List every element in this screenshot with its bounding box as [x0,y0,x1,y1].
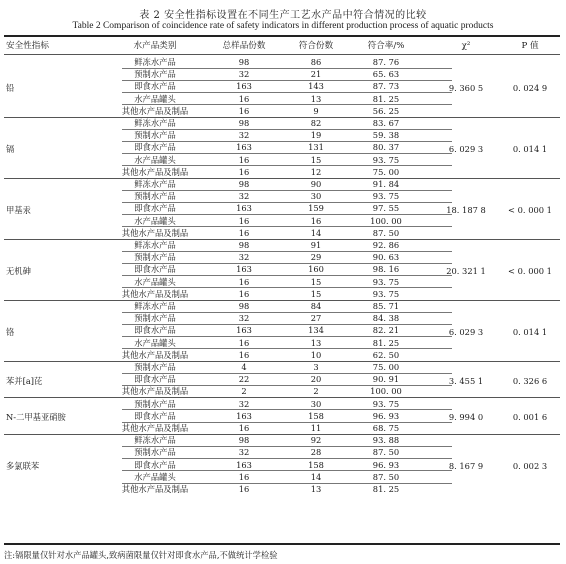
match-cell: 131 [308,142,324,153]
rate-cell: 75. 00 [372,362,400,372]
group-separator [4,300,560,301]
total-cell: 98 [238,240,250,250]
p-value: 0. 002 3 [512,461,548,472]
total-cell: 16 [238,276,250,287]
match-cell: 143 [308,81,324,92]
total-cell: 98 [238,301,250,311]
total-cell: 163 [236,325,252,336]
match-cell: 14 [310,227,322,238]
category-cell: 即食水产品 [134,459,176,470]
rate-cell: 87. 50 [372,227,400,238]
rate-cell: 92. 86 [372,240,400,250]
match-cell: 15 [310,154,322,165]
category-cell: 水产品罐头 [134,276,176,287]
indicator-label: N-二甲基亚硝胺 [6,412,66,423]
rate-cell: 83. 67 [372,118,400,128]
match-cell: 30 [310,398,322,409]
total-cell: 16 [238,154,250,165]
total-cell: 16 [238,93,250,104]
group-separator [4,239,560,240]
match-cell: 91 [310,240,322,250]
match-cell: 10 [310,349,322,360]
p-value: 0. 024 9 [512,83,548,93]
match-cell: 21 [310,69,322,80]
indicator-label: 甲基汞 [6,205,31,215]
group-separator [4,434,560,435]
match-cell: 30 [310,191,322,202]
total-cell: 16 [238,215,250,226]
total-cell: 16 [238,349,250,360]
rate-cell: 96. 93 [372,410,400,421]
rate-cell: 93. 75 [372,288,400,299]
total-cell: 163 [236,459,252,470]
category-cell: 水产品罐头 [134,215,176,226]
total-cell: 16 [238,471,250,482]
match-cell: 27 [310,313,322,324]
table-title-cn: 表 2 安全性指标设置在不同生产工艺水产品中符合情况的比较 [139,10,427,21]
group-separator [4,178,560,179]
category-cell: 即食水产品 [134,374,176,385]
total-cell: 16 [238,337,250,348]
rate-cell: 90. 63 [372,252,400,263]
category-cell: 预制水产品 [134,398,176,409]
header-p: P 值 [521,41,539,51]
indicator-label: 无机砷 [6,266,31,276]
p-value: 0. 001 6 [512,412,548,423]
top-rule [4,35,560,37]
total-cell: 32 [238,252,250,263]
total-cell: 163 [236,142,252,153]
rate-cell: 100. 00 [370,215,402,226]
match-cell: 15 [310,288,322,299]
match-cell: 28 [310,447,322,458]
match-cell: 2 [313,386,319,397]
total-cell: 16 [238,227,250,238]
chi2-value: 8. 167 9 [448,461,484,472]
category-cell: 水产品罐头 [134,471,176,482]
category-cell: 预制水产品 [134,191,176,202]
category-cell: 预制水产品 [134,313,176,324]
total-cell: 16 [238,423,250,433]
indicator-label: 苯并[a]芘 [6,375,43,386]
category-cell: 水产品罐头 [134,154,176,165]
table-title-en: Table 2 Comparison of coincidence rate of safety indicators in different production process of aquatic products [72,21,494,31]
category-cell: 其他水产品及制品 [121,166,189,177]
chi2-value: 9. 360 5 [448,83,484,93]
category-cell: 其他水产品及制品 [121,227,189,238]
match-cell: 158 [308,410,324,421]
rate-cell: 93. 88 [372,435,400,446]
header-indicator: 安全性指标 [6,41,49,51]
category-cell: 鲜冻水产品 [134,179,176,189]
chi2-value: 6. 029 3 [448,144,484,154]
total-cell: 163 [236,410,252,421]
match-cell: 15 [310,276,322,287]
total-cell: 163 [236,203,252,214]
rate-cell: 81. 25 [372,337,400,348]
indicator-label: 铅 [6,83,15,93]
rate-cell: 97. 55 [372,203,400,214]
p-value: < 0. 000 1 [508,205,552,215]
indicator-label: 镉 [6,144,15,154]
match-cell: 82 [310,118,322,128]
match-cell: 13 [310,484,322,494]
category-cell: 鲜冻水产品 [134,301,176,311]
category-cell: 鲜冻水产品 [134,240,176,250]
match-cell: 13 [310,337,322,348]
category-cell: 其他水产品及制品 [121,105,189,116]
total-cell: 163 [236,264,252,275]
rate-cell: 87. 76 [372,57,400,67]
group-separator [4,117,560,118]
category-cell: 预制水产品 [134,362,176,372]
total-cell: 32 [238,398,250,409]
bottom-rule [4,543,560,545]
chi2-value: 6. 029 3 [448,327,484,337]
chi2-value: 3. 455 1 [448,375,484,386]
match-cell: 159 [308,203,324,214]
total-cell: 4 [241,362,247,372]
match-cell: 13 [310,93,322,104]
chi2-value: 9. 994 0 [448,412,484,423]
rate-cell: 68. 75 [372,423,400,433]
rate-cell: 82. 21 [372,325,400,336]
category-cell: 水产品罐头 [134,93,176,104]
rate-cell: 81. 25 [372,93,400,104]
rate-cell: 75. 00 [372,166,400,177]
rate-cell: 93. 75 [372,276,400,287]
match-cell: 134 [308,325,324,336]
category-cell: 其他水产品及制品 [121,349,189,360]
match-cell: 12 [310,166,322,177]
match-cell: 158 [308,459,324,470]
rate-cell: 93. 75 [372,154,400,165]
header-category: 水产品类别 [133,41,177,51]
rate-cell: 62. 50 [372,349,400,360]
total-cell: 32 [238,313,250,324]
rate-cell: 84. 38 [372,313,400,324]
rate-cell: 81. 25 [372,484,400,494]
total-cell: 16 [238,484,250,494]
match-cell: 9 [313,105,319,116]
total-cell: 98 [238,118,250,128]
match-cell: 86 [310,57,322,67]
p-value: 0. 326 6 [512,375,548,386]
match-cell: 11 [310,423,322,433]
header-total: 总样品份数 [222,41,266,51]
header-chi2: χ² [461,41,471,51]
total-cell: 32 [238,191,250,202]
category-cell: 预制水产品 [134,447,176,458]
rate-cell: 96. 93 [372,459,400,470]
p-value: 0. 014 1 [512,144,548,154]
rate-cell: 65. 63 [372,69,400,80]
match-cell: 20 [310,374,322,385]
category-cell: 即食水产品 [134,203,176,214]
total-cell: 32 [238,69,250,80]
category-cell: 鲜冻水产品 [134,57,176,67]
match-cell: 160 [308,264,324,275]
category-cell: 即食水产品 [134,81,176,92]
match-cell: 90 [310,179,322,189]
rate-cell: 87. 50 [372,447,400,458]
match-cell: 92 [310,435,322,446]
match-cell: 29 [310,252,322,263]
header-rule [4,54,560,55]
category-cell: 即食水产品 [134,142,176,153]
p-value: 0. 014 1 [512,327,548,337]
category-cell: 鲜冻水产品 [134,435,176,446]
total-cell: 98 [238,435,250,446]
total-cell: 32 [238,130,250,141]
rate-cell: 90. 91 [372,374,400,385]
category-cell: 其他水产品及制品 [121,288,189,299]
rate-cell: 56. 25 [372,105,400,116]
total-cell: 16 [238,288,250,299]
total-cell: 98 [238,57,250,67]
total-cell: 16 [238,105,250,116]
category-cell: 即食水产品 [134,410,176,421]
chi2-value: 20. 321 1 [446,266,486,276]
match-cell: 19 [310,130,322,141]
indicator-label: 多氯联苯 [6,461,40,472]
total-cell: 22 [238,374,250,385]
rate-cell: 85. 71 [372,301,400,311]
category-cell: 预制水产品 [134,69,176,80]
category-cell: 即食水产品 [134,325,176,336]
p-value: < 0. 000 1 [508,266,552,276]
rate-cell: 100. 00 [370,386,402,397]
category-cell: 其他水产品及制品 [121,484,189,494]
total-cell: 32 [238,447,250,458]
category-cell: 预制水产品 [134,252,176,263]
rate-cell: 93. 75 [372,398,400,409]
group-separator [4,397,560,398]
total-cell: 2 [241,386,247,397]
match-cell: 14 [310,471,322,482]
indicator-label: 铬 [6,327,15,337]
category-cell: 即食水产品 [134,264,176,275]
table-note: 注:镉限量仅针对水产品罐头,致病菌限量仅针对即食水产品,不做统计学检验 [4,550,278,560]
category-cell: 预制水产品 [134,130,176,141]
rate-cell: 93. 75 [372,191,400,202]
match-cell: 3 [313,362,319,372]
total-cell: 16 [238,166,250,177]
category-cell: 其他水产品及制品 [121,386,189,397]
rate-cell: 87. 73 [372,81,400,92]
header-rate: 符合率/% [367,41,405,51]
rate-cell: 98. 16 [372,264,400,275]
total-cell: 98 [238,179,250,189]
rate-cell: 91. 84 [372,179,400,189]
header-match: 符合份数 [298,41,334,51]
rate-cell: 87. 50 [372,471,400,482]
category-cell: 鲜冻水产品 [134,118,176,128]
group-separator [4,361,560,362]
chi2-value: 18. 187 8 [446,205,486,215]
total-cell: 163 [236,81,252,92]
match-cell: 16 [310,215,322,226]
category-cell: 其他水产品及制品 [121,423,189,433]
rate-cell: 80. 37 [372,142,400,153]
match-cell: 84 [310,301,322,311]
category-cell: 水产品罐头 [134,337,176,348]
rate-cell: 59. 38 [372,130,400,141]
